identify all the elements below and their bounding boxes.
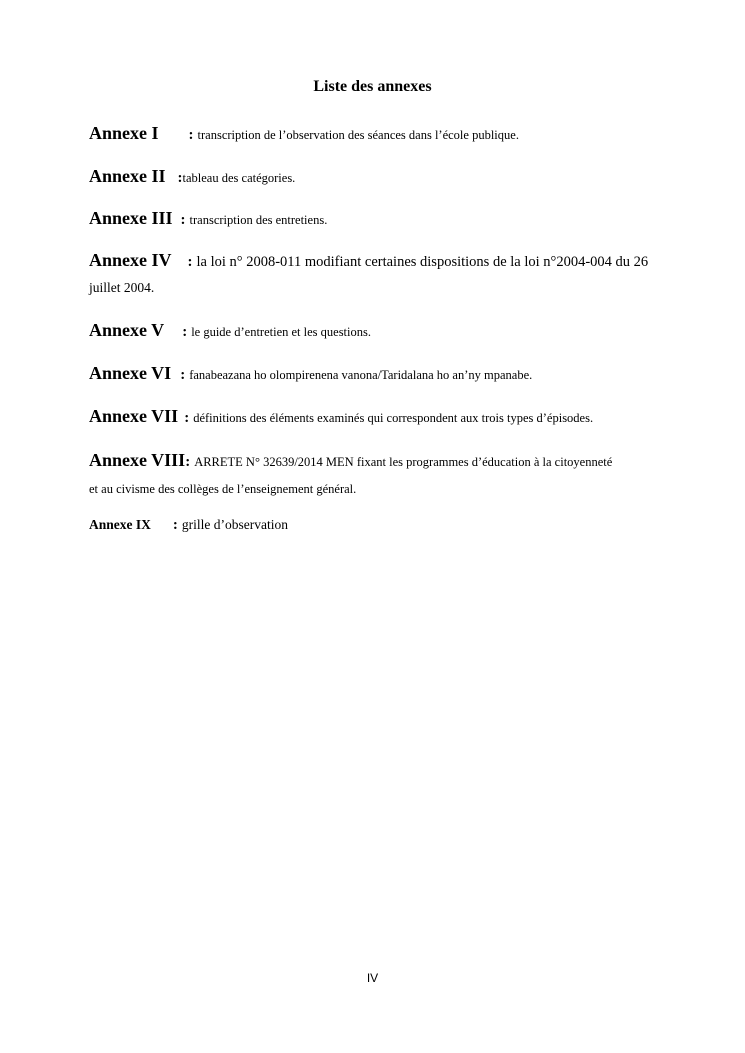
annex-label: Annexe VII bbox=[89, 406, 179, 426]
annex-entry-8 bbox=[89, 450, 664, 496]
annex-description: grille d’observation bbox=[181, 517, 288, 532]
annex-colon: : bbox=[172, 517, 178, 533]
annex-label: Annexe IV bbox=[89, 250, 172, 270]
annex-colon: : bbox=[188, 127, 194, 143]
annex-entry-4 bbox=[89, 250, 664, 295]
annex-label: Annexe VIII bbox=[89, 450, 186, 470]
annex-description: ARRETE N° 32639/2014 MEN fixant les programmes d’éducation à la citoyenneté bbox=[194, 455, 613, 469]
annex-description: la loi n° 2008-011 modifiant certaines dispositions de la loi n°2004-004 du 26 bbox=[196, 254, 649, 270]
annex-description-continued: juillet 2004. bbox=[89, 280, 155, 295]
annex-entry-3 bbox=[89, 208, 664, 229]
annex-label: Annexe V bbox=[89, 320, 165, 340]
page-title: Liste des annexes bbox=[313, 78, 432, 95]
annex-entry-5 bbox=[89, 320, 664, 341]
annex-description: définitions des éléments examinés qui correspondent aux trois types d’épisodes. bbox=[193, 411, 594, 425]
annex-description: tableau des catégories. bbox=[182, 171, 296, 185]
annex-colon: : bbox=[185, 454, 191, 470]
annex-description: fanabeazana ho olompirenena vanona/Taridalana ho an’ny mpanabe. bbox=[189, 368, 533, 382]
annex-entry-1 bbox=[89, 123, 664, 144]
annex-colon: : bbox=[187, 254, 193, 270]
annex-colon: : bbox=[182, 324, 188, 340]
annex-label: Annexe I bbox=[89, 123, 159, 143]
annex-colon: : bbox=[180, 367, 186, 383]
annex-description: transcription de l’observation des séances dans l’école publique. bbox=[197, 128, 519, 142]
annex-description-continued: et au civisme des collèges de l’enseignement général. bbox=[89, 482, 357, 496]
annex-entry-2 bbox=[89, 166, 664, 187]
annex-colon: : bbox=[180, 212, 186, 228]
annex-entry-9 bbox=[89, 516, 664, 534]
annex-colon: : bbox=[177, 170, 183, 186]
annex-label: Annexe III bbox=[89, 208, 173, 228]
page-number: IV bbox=[366, 971, 379, 985]
annex-entry-6 bbox=[89, 363, 664, 384]
annex-entry-7 bbox=[89, 406, 664, 427]
annex-description: transcription des entretiens. bbox=[189, 213, 328, 227]
annex-label: Annexe VI bbox=[89, 363, 172, 383]
annex-colon: : bbox=[184, 410, 190, 426]
annex-description: le guide d’entretien et les questions. bbox=[191, 325, 371, 339]
annex-label: Annexe IX bbox=[89, 517, 151, 532]
annex-label: Annexe II bbox=[89, 166, 166, 186]
